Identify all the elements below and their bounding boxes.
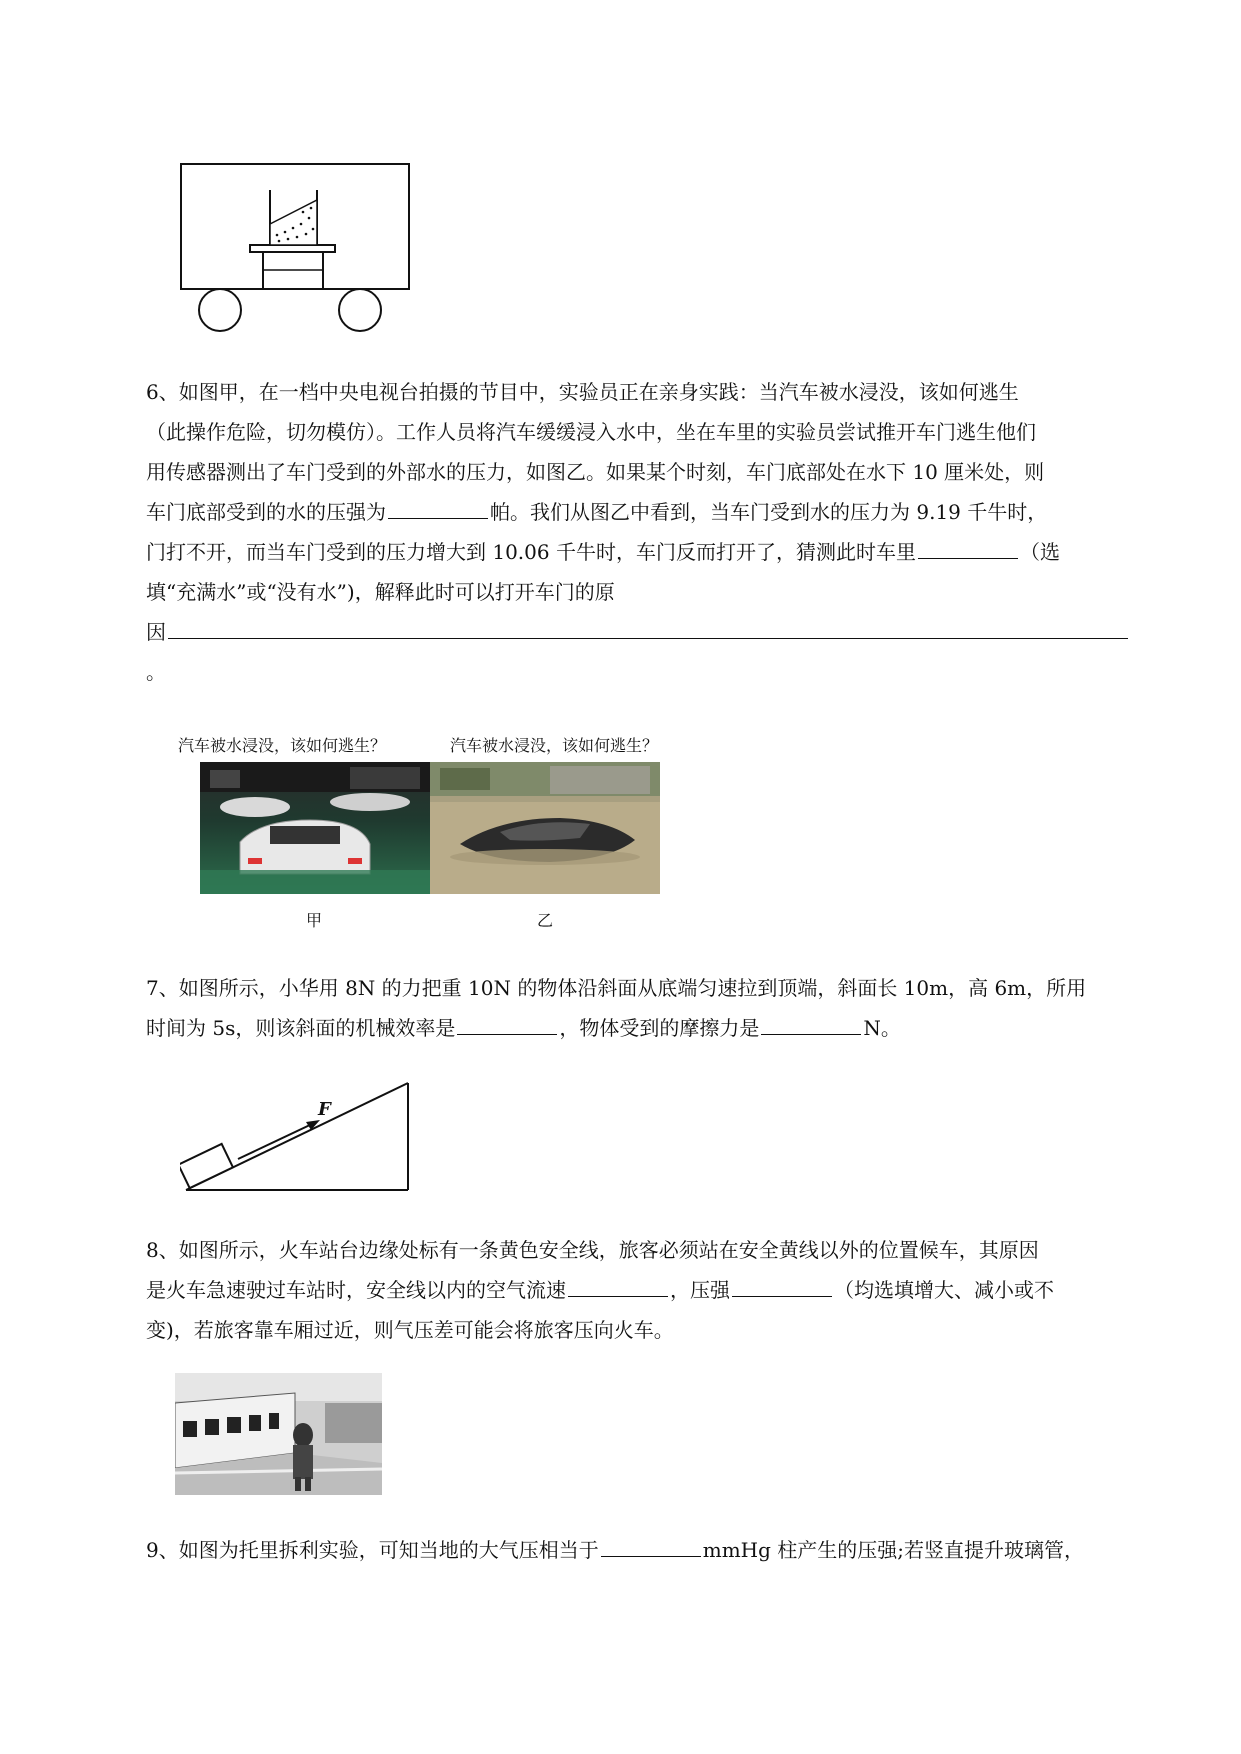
q6-line-3: 用传感器测出了车门受到的外部水的压力，如图乙。如果某个时刻，车门底部处在水下 10 厘米处，则 — [146, 460, 1045, 484]
q6-line-1: 6、如图甲，在一档中央电视台拍摄的节目中，实验员正在亲身实践：当汽车被水浸没，该如何逃生 — [146, 380, 1019, 404]
q8-line-3: 变)，若旅客靠车厢过近，则气压差可能会将旅客压向火车。 — [146, 1318, 674, 1342]
q8-line-2a: 是火车急速驶过车站时，安全线以内的空气流速 — [146, 1278, 566, 1302]
answer-blank-airspeed[interactable] — [568, 1274, 668, 1297]
flooded-car-photo-left — [200, 762, 430, 894]
question-9 — [146, 1530, 1146, 1570]
answer-blank-mmhg[interactable] — [601, 1534, 701, 1557]
q6-line-5 — [146, 532, 1146, 572]
q7-line-2 — [146, 1008, 1146, 1048]
q6-line-7-text: 因 — [146, 620, 166, 644]
label-jia: 甲 — [306, 911, 323, 930]
question-8 — [146, 1230, 1146, 1350]
q7-line-2b: ，物体受到的摩擦力是 — [559, 1016, 760, 1040]
answer-blank-friction[interactable] — [761, 1012, 861, 1035]
answer-blank-pressure-change[interactable] — [732, 1274, 832, 1297]
q8-line-2b: ，压强 — [670, 1278, 730, 1302]
q8-line-2 — [146, 1270, 1146, 1310]
q6-line-5a: 门打不开，而当车门受到的压力增大到 10.06 千牛时，车门反而打开了，猜测此时车里 — [146, 540, 916, 564]
question-6 — [146, 372, 1146, 692]
q9-line-1 — [146, 1530, 1146, 1570]
answer-blank-efficiency[interactable] — [457, 1012, 557, 1035]
cart-figure — [175, 160, 415, 335]
caption-right: 汽车被水浸没，该如何逃生？ — [450, 736, 659, 755]
q6-line-4 — [146, 492, 1146, 532]
incline-figure — [180, 1075, 420, 1195]
answer-blank-pressure[interactable] — [388, 496, 488, 519]
answer-blank-reason[interactable] — [168, 616, 1128, 639]
q7-line-1: 7、如图所示，小华用 8N 的力把重 10N 的物体沿斜面从底端匀速拉到顶端，斜面长 10m，高 6m，所用 — [146, 976, 1087, 1000]
force-label: F — [318, 1099, 331, 1120]
q6-line-8: 。 — [146, 660, 166, 684]
q6-line-2: （此操作危险，切勿模仿）。工作人员将汽车缓缓浸入水中，坐在车里的实验员尝试推开车门逃生他们 — [146, 420, 1036, 444]
q8-line-1: 8、如图所示，火车站台边缘处标有一条黄色安全线，旅客必须站在安全黄线以外的位置候车，其原因 — [146, 1238, 1039, 1262]
q9-line-1b: mmHg 柱产生的压强;若竖直提升玻璃管， — [702, 1538, 1085, 1562]
q6-line-4a: 车门底部受到的水的压强为 — [146, 500, 386, 524]
q6-line-4b: 帕。我们从图乙中看到，当车门受到水的压力为 9.19 千牛时， — [490, 500, 1048, 524]
caption-left: 汽车被水浸没，该如何逃生？ — [178, 736, 387, 755]
q6-line-5b: （选 — [1019, 540, 1060, 564]
label-yi: 乙 — [537, 911, 554, 930]
q6-line-7 — [146, 612, 1146, 652]
flooded-car-photo-right — [430, 762, 660, 894]
q7-line-2c: N。 — [863, 1016, 901, 1040]
q9-line-1a: 9、如图为托里拆利实验，可知当地的大气压相当于 — [146, 1538, 599, 1562]
q7-line-2a: 时间为 5s，则该斜面的机械效率是 — [146, 1016, 456, 1040]
question-7 — [146, 968, 1146, 1048]
q8-line-2c: （均选填增大、减小或不 — [834, 1278, 1054, 1302]
train-platform-photo — [175, 1373, 382, 1495]
answer-blank-water-state[interactable] — [918, 536, 1018, 559]
q6-line-6: 填“充满水”或“没有水”)，解释此时可以打开车门的原 — [146, 580, 615, 604]
